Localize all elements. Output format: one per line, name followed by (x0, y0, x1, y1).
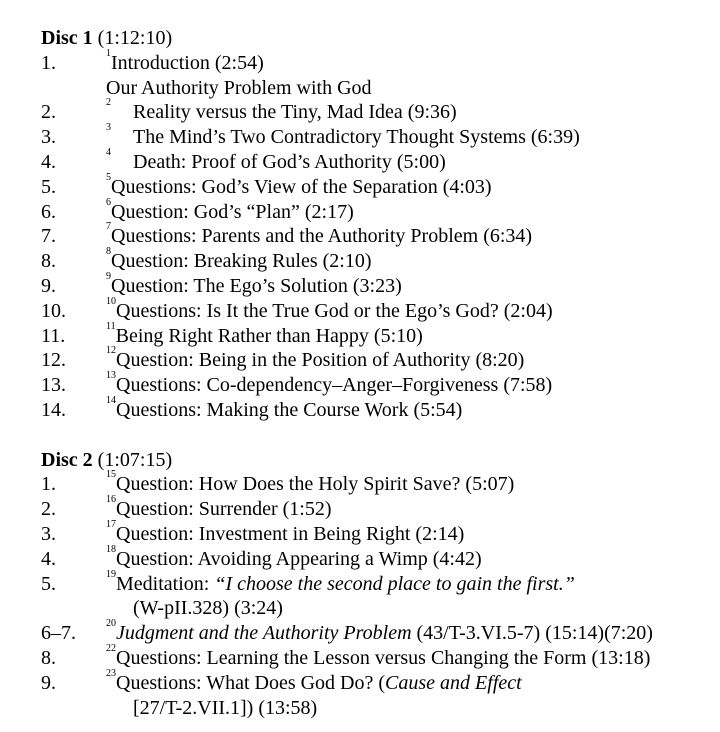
footnote-marker: 20 (106, 618, 116, 630)
footnote-marker: 18 (106, 543, 116, 555)
disc-1-title: Disc 1 (41, 27, 93, 49)
footnote-marker: 5 (106, 171, 111, 183)
list-item: 2. $^{16}$Question: Surrender (1:52) (41, 494, 332, 521)
footnote-marker: 13 (106, 370, 116, 382)
spacer (41, 423, 701, 448)
list-item: 14. $^{14}$Questions: Making the Course Work (5:54) (41, 394, 463, 421)
list-item: 3. $^3$ The Mind’s Two Contradictory Thought Systems (6:39) (41, 122, 580, 149)
list-item: 4. $^4$ Death: Proof of God’s Authority (5:00) (41, 146, 446, 173)
footnote-marker: 2 (106, 97, 111, 109)
list-item-continuation: (W-pII.328) (3:24) (133, 597, 283, 620)
list-item: 5. $^5$Questions: God’s View of the Separation (4:03) (41, 171, 492, 198)
disc-2-heading (41, 448, 701, 473)
list-item: 6. $^6$Question: God’s “Plan” (2:17) (41, 196, 354, 223)
disc-2-title: Disc 2 (41, 448, 93, 471)
list-item: 1. $^1$Introduction (2:54) (41, 47, 264, 74)
list-item: 8. $^8$Question: Breaking Rules (2:10) (41, 246, 372, 273)
list-item: 13. $^{13}$Questions: Co-dependency–Anger–Forgiveness (7:58) (41, 370, 553, 397)
list-item: 5. $^{19}$Meditation: “I choose the second place to gain the first.” (41, 568, 575, 595)
footnote-marker: 23 (106, 667, 116, 679)
list-item: 12. $^{12}$Question: Being in the Position of Authority (8:20) (41, 345, 525, 372)
footnote-marker: 14 (106, 394, 116, 406)
footnote-marker: 9 (106, 270, 111, 282)
list-item: 3. $^{17}$Question: Investment in Being Right (2:14) (41, 518, 465, 545)
footnote-marker: 22 (106, 642, 116, 654)
list-item: 7. $^7$Questions: Parents and the Authority Problem (6:34) (41, 221, 533, 248)
list-item: 10. $^{10}$Questions: Is It the True God or the Ego’s God? (2:04) (41, 295, 553, 322)
footnote-marker: 10 (106, 295, 116, 307)
disc-1-heading (41, 26, 701, 51)
list-item: 4. $^{18}$Question: Avoiding Appearing a Wimp (4:42) (41, 543, 482, 570)
footnote-marker: 4 (106, 146, 111, 158)
disc-2-time: (1:07:15) (97, 448, 173, 471)
footnote-marker: 17 (106, 518, 116, 530)
footnote-marker: 16 (106, 494, 116, 506)
track-listing (41, 26, 701, 720)
list-item: 6–7. $^{20}$Judgment and the Authority Problem (43/T-3.VI.5-7) (15:14)(7:20) (41, 618, 653, 645)
footnote-marker: 8 (106, 246, 111, 258)
list-item: 1. $^{15}$Question: How Does the Holy Spirit Save? (5:07) (41, 469, 515, 496)
section-heading: Our Authority Problem with God (106, 76, 372, 99)
footnote-marker: 1 (106, 47, 111, 59)
list-item: 2. $^2$ Reality versus the Tiny, Mad Idea (9:36) (41, 97, 457, 124)
footnote-marker: 15 (106, 469, 116, 481)
list-item: 9. $^{23}$Questions: What Does God Do? (Cause and Effect (41, 667, 522, 694)
footnote-marker: 6 (106, 196, 111, 208)
footnote-marker: 11 (106, 320, 116, 332)
list-item: 9. $^9$Question: The Ego’s Solution (3:23) (41, 270, 402, 297)
list-item: 11. $^{11}$Being Right Rather than Happy (5:10) (41, 320, 423, 347)
disc-1-time: (1:12:10) (97, 27, 173, 49)
footnote-marker: 7 (106, 221, 111, 233)
list-item: 8. $^{22}$Questions: Learning the Lesson versus Changing the Form (13:18) (41, 642, 651, 669)
footnote-marker: 3 (106, 122, 111, 134)
list-item-continuation: [27/T-2.VII.1]) (13:58) (133, 696, 318, 719)
footnote-marker: 19 (106, 568, 116, 580)
footnote-marker: 12 (106, 345, 116, 357)
